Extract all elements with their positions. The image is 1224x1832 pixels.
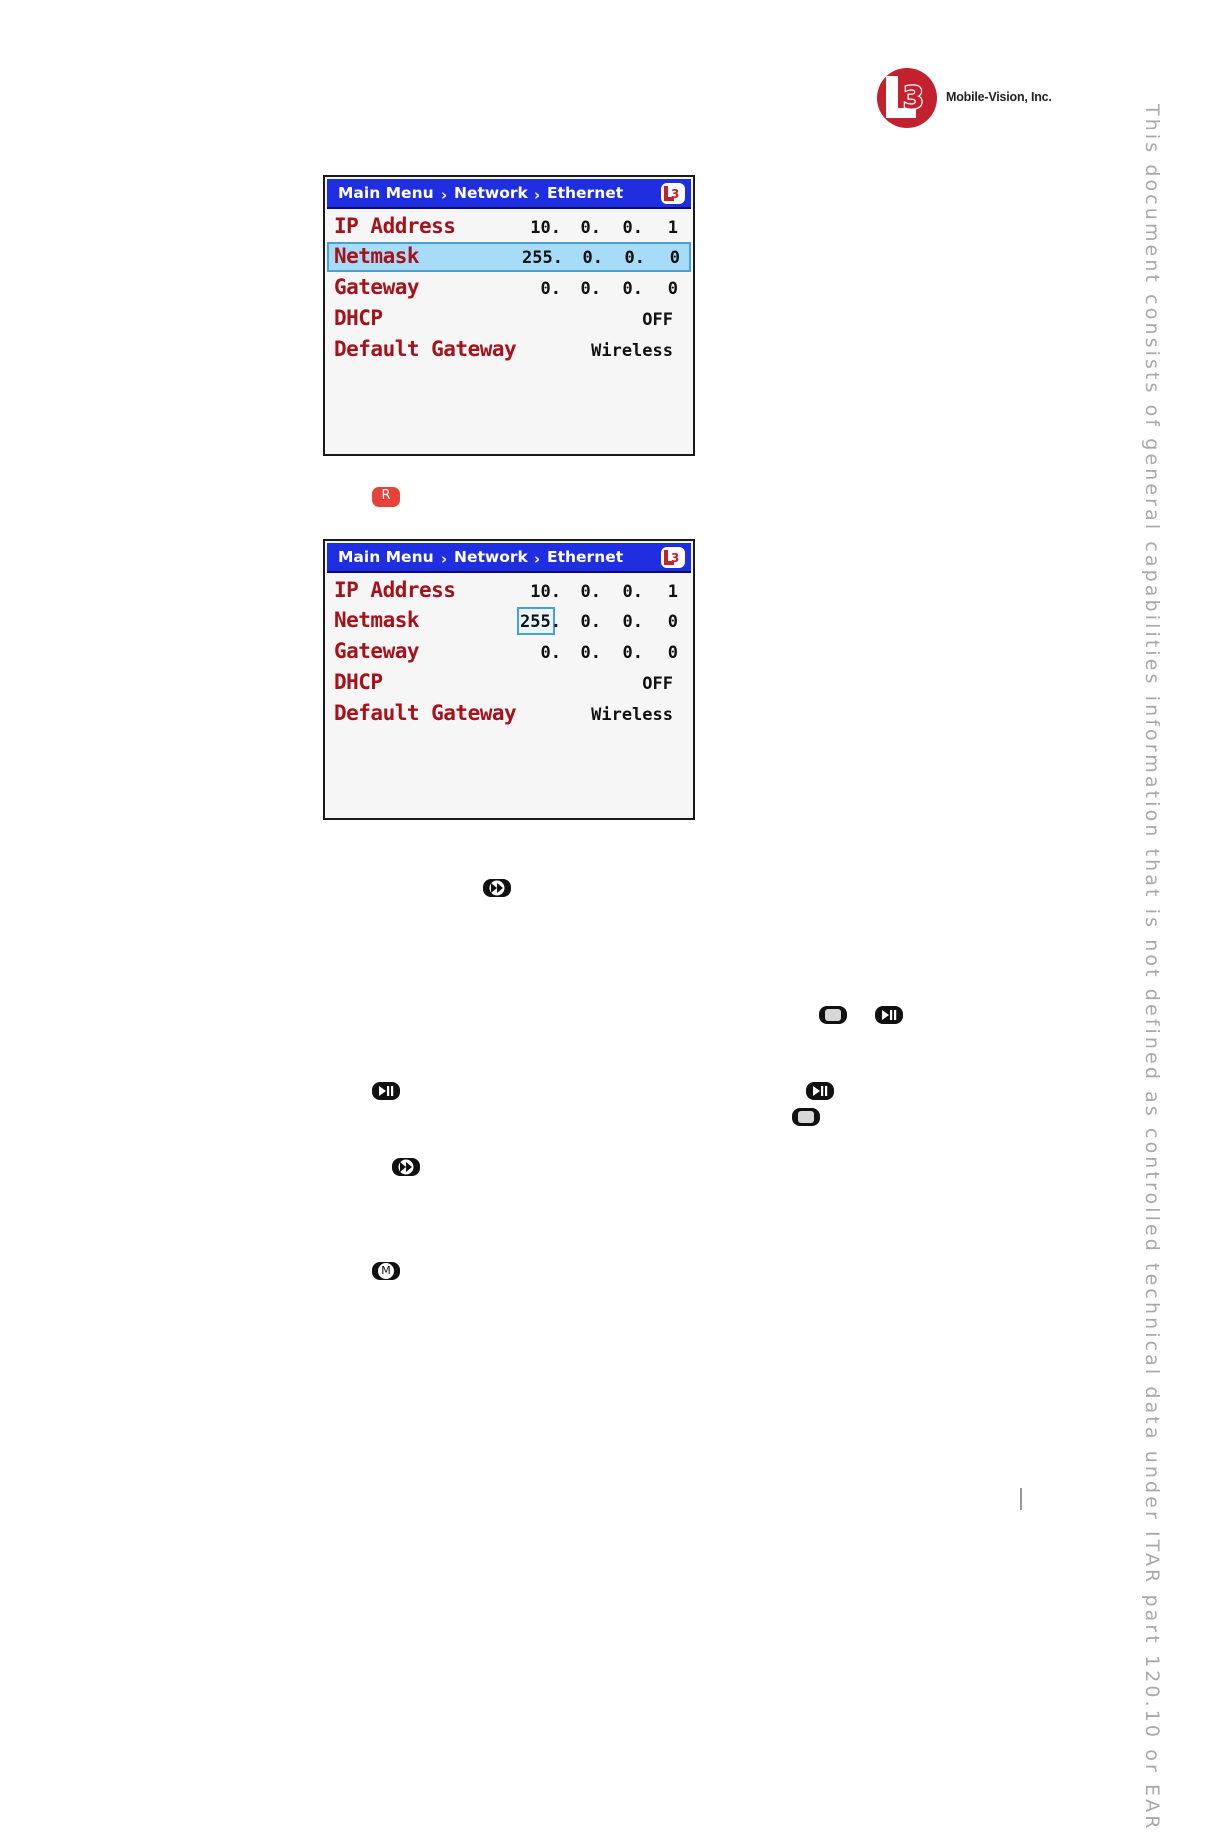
octet-3: 0.: [622, 279, 643, 299]
row-label: Netmask: [334, 608, 420, 632]
dhcp-row[interactable]: [327, 304, 691, 334]
dhcp-row[interactable]: [327, 668, 691, 698]
breadcrumb-ethernet: Ethernet: [547, 184, 624, 202]
netmask-row[interactable]: [327, 606, 691, 636]
row-label: IP Address: [334, 214, 456, 238]
octet-4: 0: [667, 643, 678, 663]
svg-text:3: 3: [903, 81, 924, 116]
ethernet-screen-editing: [323, 539, 695, 820]
breadcrumb-chevron-icon: ›: [441, 550, 448, 568]
fast-forward-button-icon: [483, 879, 511, 897]
octet-1[interactable]: 255.: [520, 612, 561, 632]
breadcrumb-bar: [327, 179, 691, 209]
octet-1: 10.: [530, 582, 561, 602]
dhcp-value: OFF: [642, 674, 673, 694]
dhcp-value: OFF: [642, 310, 673, 330]
record-button-icon: [372, 487, 400, 507]
row-label: DHCP: [334, 670, 383, 694]
default-gateway-row[interactable]: [327, 699, 691, 729]
octet-1: 0.: [540, 643, 561, 663]
play-pause-button-icon: [875, 1006, 903, 1024]
row-label: Gateway: [334, 275, 420, 299]
octet-4: 1: [667, 582, 678, 602]
breadcrumb-network[interactable]: Network: [454, 548, 528, 566]
ip-address-row[interactable]: [327, 212, 691, 242]
breadcrumb-main-menu[interactable]: Main Menu: [338, 184, 434, 202]
octet-3: 0.: [622, 612, 643, 632]
menu-button-label: M: [378, 1263, 394, 1279]
company-logo: [874, 66, 1074, 130]
default-gateway-value: Wireless: [591, 705, 673, 725]
stop-button-icon: [819, 1006, 847, 1024]
breadcrumb-chevron-icon: ›: [534, 550, 541, 568]
l3-badge-icon: [661, 183, 685, 204]
octet-4: 0: [669, 248, 680, 268]
octet-1: 10.: [530, 218, 561, 238]
stop-button-icon: [792, 1108, 820, 1126]
row-label: Default Gateway: [334, 337, 517, 361]
ethernet-screen-selected: [323, 175, 695, 456]
play-pause-button-icon: [806, 1082, 834, 1100]
breadcrumb-main-menu[interactable]: Main Menu: [338, 548, 434, 566]
row-label: Default Gateway: [334, 701, 517, 725]
octet-2: 0.: [580, 218, 601, 238]
octet-4: 0: [667, 279, 678, 299]
l3-badge-icon: [661, 547, 685, 568]
svg-text:3: 3: [671, 551, 680, 565]
octet-2: 0.: [580, 643, 601, 663]
default-gateway-value: Wireless: [591, 341, 673, 361]
itar-watermark: This document consists of general capabilities information that is not defined as controlled technical data under ITAR part 120.10 or EAR: [1141, 104, 1163, 1832]
octet-3: 0.: [624, 248, 645, 268]
menu-button-icon: [372, 1262, 400, 1280]
record-button-label: R: [381, 488, 391, 503]
gateway-row[interactable]: [327, 637, 691, 667]
octet-4: 0: [667, 612, 678, 632]
ip-address-row[interactable]: [327, 576, 691, 606]
netmask-row[interactable]: [327, 242, 691, 272]
octet-2: 0.: [582, 248, 603, 268]
breadcrumb-chevron-icon: ›: [441, 186, 448, 204]
row-label: Gateway: [334, 639, 420, 663]
octet-2: 0.: [580, 582, 601, 602]
breadcrumb-ethernet: Ethernet: [547, 548, 624, 566]
row-label: DHCP: [334, 306, 383, 330]
row-label: IP Address: [334, 578, 456, 602]
octet-1: 0.: [540, 279, 561, 299]
l3-logo-icon: [874, 66, 938, 130]
octet-4: 1: [667, 218, 678, 238]
company-name: Mobile-Vision, Inc.: [946, 90, 1052, 104]
gateway-row[interactable]: [327, 273, 691, 303]
breadcrumb-bar: [327, 543, 691, 573]
svg-text:3: 3: [671, 187, 680, 201]
octet-2: 0.: [580, 612, 601, 632]
octet-2: 0.: [580, 279, 601, 299]
octet-3: 0.: [622, 218, 643, 238]
octet-1: 255.: [522, 248, 563, 268]
octet-3: 0.: [622, 643, 643, 663]
row-label: Netmask: [334, 244, 420, 268]
footer-divider: [1020, 1488, 1022, 1510]
breadcrumb-chevron-icon: ›: [534, 186, 541, 204]
breadcrumb-network[interactable]: Network: [454, 184, 528, 202]
default-gateway-row[interactable]: [327, 335, 691, 365]
fast-forward-button-icon: [392, 1158, 420, 1176]
play-pause-button-icon: [372, 1082, 400, 1100]
octet-3: 0.: [622, 582, 643, 602]
